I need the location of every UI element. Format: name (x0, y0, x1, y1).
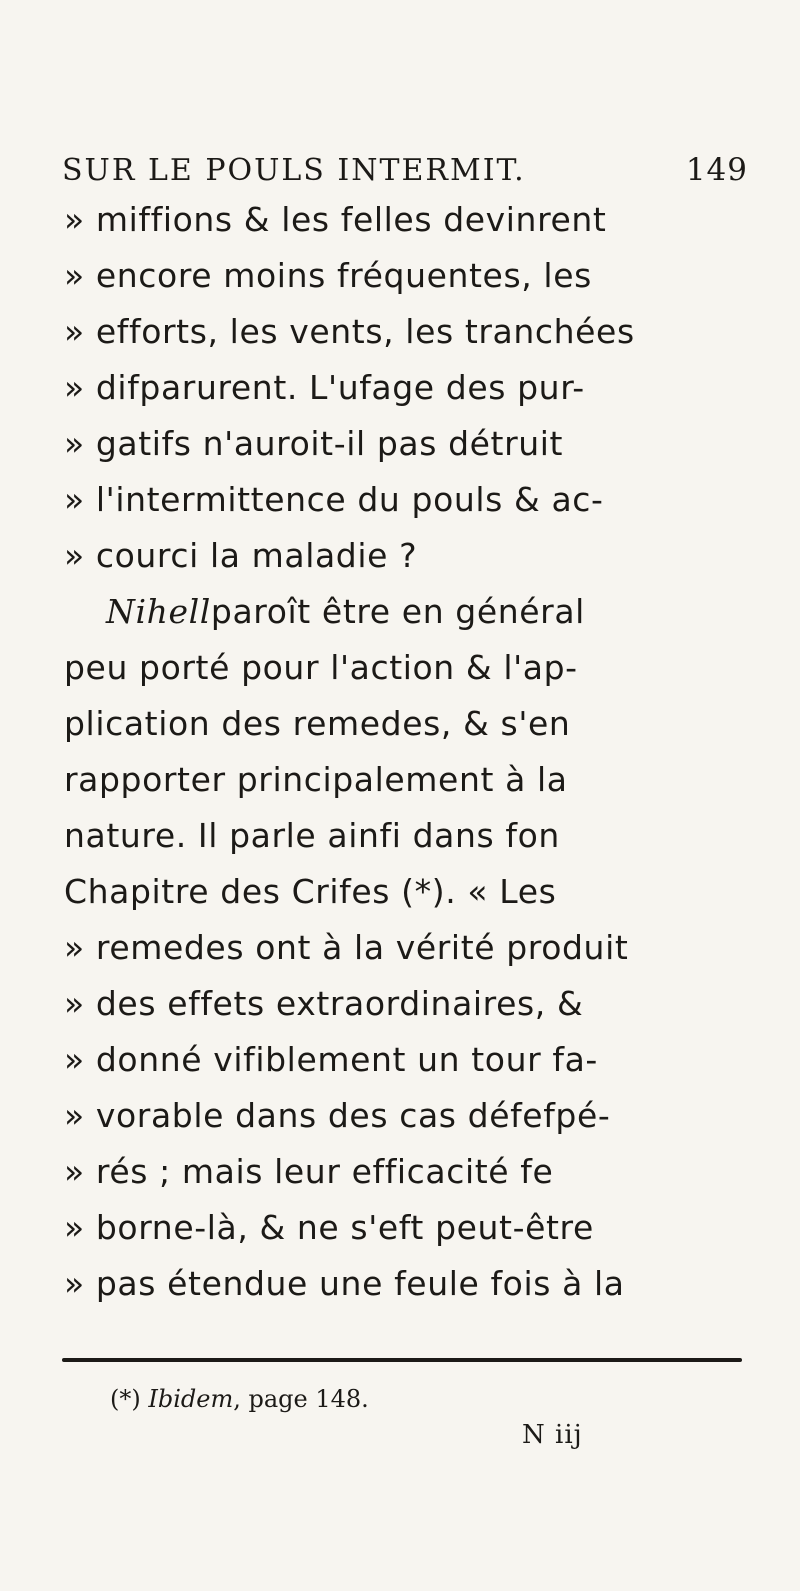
footnote-reference: Ibidem (148, 1385, 234, 1413)
footnote (110, 1385, 369, 1413)
text-line: » donné vifiblement un tour fa- (64, 1040, 598, 1079)
body-text (64, 192, 754, 1312)
text-line: » l'intermittence du pouls & ac- (64, 480, 604, 519)
text-line: » pas étendue une feule fois à la (64, 1264, 625, 1303)
text-line: » remedes ont à la vérité produit (64, 928, 629, 967)
text-line: » efforts, les vents, les tranchées (64, 312, 635, 351)
footnote-divider (62, 1358, 742, 1362)
footnote-marker: (*) (110, 1385, 141, 1413)
text-line: » rés ; mais leur efficacité fe (64, 1152, 554, 1191)
author-name: Nihell (106, 592, 211, 631)
text-line: » borne-là, & ne s'eft peut-être (64, 1208, 594, 1247)
text-line: » encore moins fréquentes, les (64, 256, 592, 295)
text-line: » miffions & les felles devinrent (64, 200, 607, 239)
text-line: » gatifs n'auroit-il pas détruit (64, 424, 564, 463)
text-line: rapporter principalement à la (64, 760, 568, 799)
text-line: » des effets extraordinaires, & (64, 984, 584, 1023)
page-number: 149 (685, 152, 748, 188)
text-line: Chapitre des Crifes (*). « Les (64, 872, 557, 911)
text-line: » vorable dans des cas défefpé- (64, 1096, 611, 1135)
signature-mark: N iij (522, 1420, 583, 1450)
text-line: » difparurent. L'ufage des pur- (64, 368, 585, 407)
text-line: plication des remedes, & s'en (64, 704, 571, 743)
footnote-text: , page 148. (233, 1385, 369, 1413)
running-head: SUR LE POULS INTERMIT. (62, 153, 526, 188)
page-header (62, 152, 762, 188)
paragraph-start-line (64, 584, 754, 640)
text-line: peu porté pour l'action & l'ap- (64, 648, 578, 687)
text-line: nature. Il parle ainfi dans fon (64, 816, 560, 855)
text-line-rest: paroît être en général (210, 592, 585, 631)
text-line: » courci la maladie ? (64, 536, 418, 575)
